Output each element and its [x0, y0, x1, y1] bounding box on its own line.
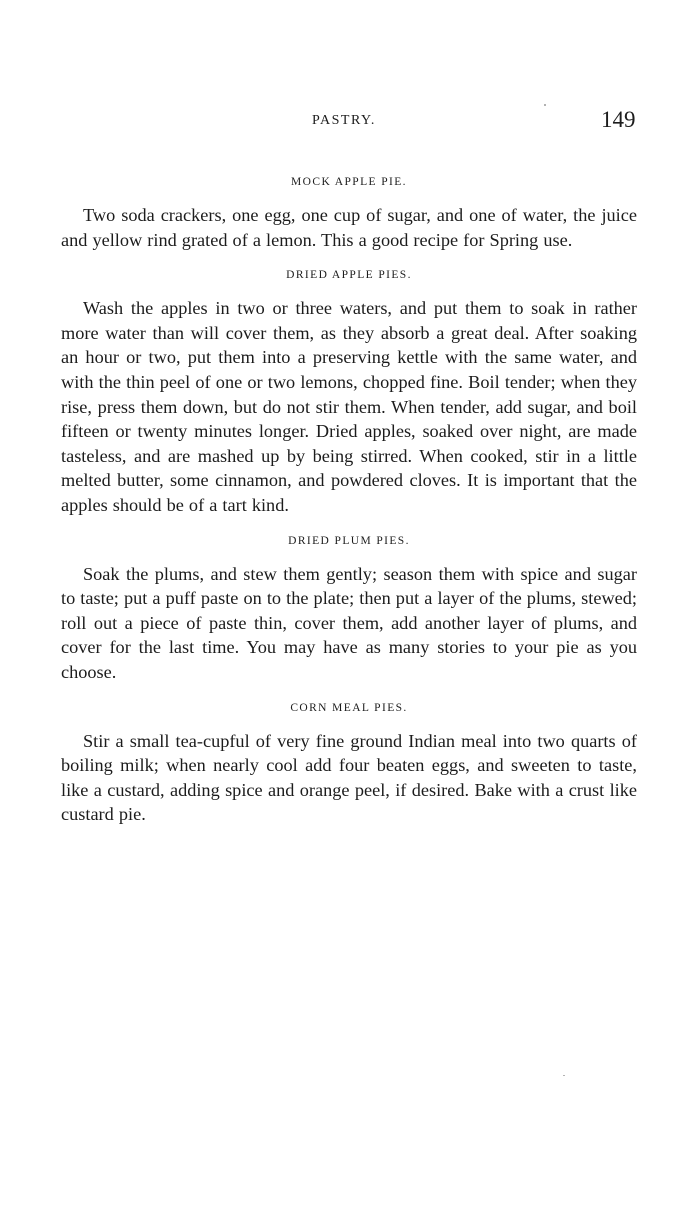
recipe-mock-apple-pie: [61, 172, 637, 252]
recipe-body: Stir a small tea-cupful of very fine ground Indian meal into two quarts of boiling milk; when nearly cool add four beaten eggs, and sweeten to taste, like a custard, adding spice and orange peel, if desired. Bake with a crust like custard pie.: [61, 730, 637, 825]
recipe-title: MOCK APPLE PIE.: [291, 176, 407, 188]
running-head: [0, 107, 700, 143]
paper-speck: [563, 1075, 565, 1076]
recipe-dried-plum-pies: [61, 531, 637, 685]
recipe-title: CORN MEAL PIES.: [290, 701, 408, 714]
recipe-body: Wash the apples in two or three waters, and put them to soak in rather more water than will cover them, as they absorb a great deal. After soaking an hour or two, put them into a preserving kettle with the same water, and with the thin peel of one or two lemons, chopped fine. Boil tender; when they rise, press them down, but do not stir them. When tender, add sugar, and boil fifteen or twenty minutes longer. Dried apples, soaked over night, are made tasteless, and are mashed up by being stirred. When cooked, stir in a little melted butter, some cinnamon, and powdered cloves. It is important that the apples should be of a tart kind.: [61, 298, 637, 515]
recipe-dried-apple-pies: [61, 265, 637, 517]
recipe-body: Soak the plums, and stew them gently; season them with spice and sugar to taste; put a puff paste on to the plate; then put a layer of the plums, stewed; roll out a piece of paste thin, cover them, add another layer of plums, and cover for the last time. You may have as many stories to your pie as you choose.: [61, 563, 637, 682]
recipe-title: DRIED PLUM PIES.: [288, 534, 410, 547]
paper-speck: [544, 104, 546, 106]
recipe-title: DRIED APPLE PIES.: [286, 269, 412, 282]
page-number: 149: [601, 107, 636, 132]
running-title: PASTRY.: [312, 113, 376, 128]
recipe-corn-meal-pies: [61, 698, 637, 827]
recipe-body: Two soda crackers, one egg, one cup of sugar, and one of water, the juice and yellow rind grated of a lemon. This a good recipe for Spring use.: [61, 205, 637, 250]
page-content: [61, 172, 637, 827]
